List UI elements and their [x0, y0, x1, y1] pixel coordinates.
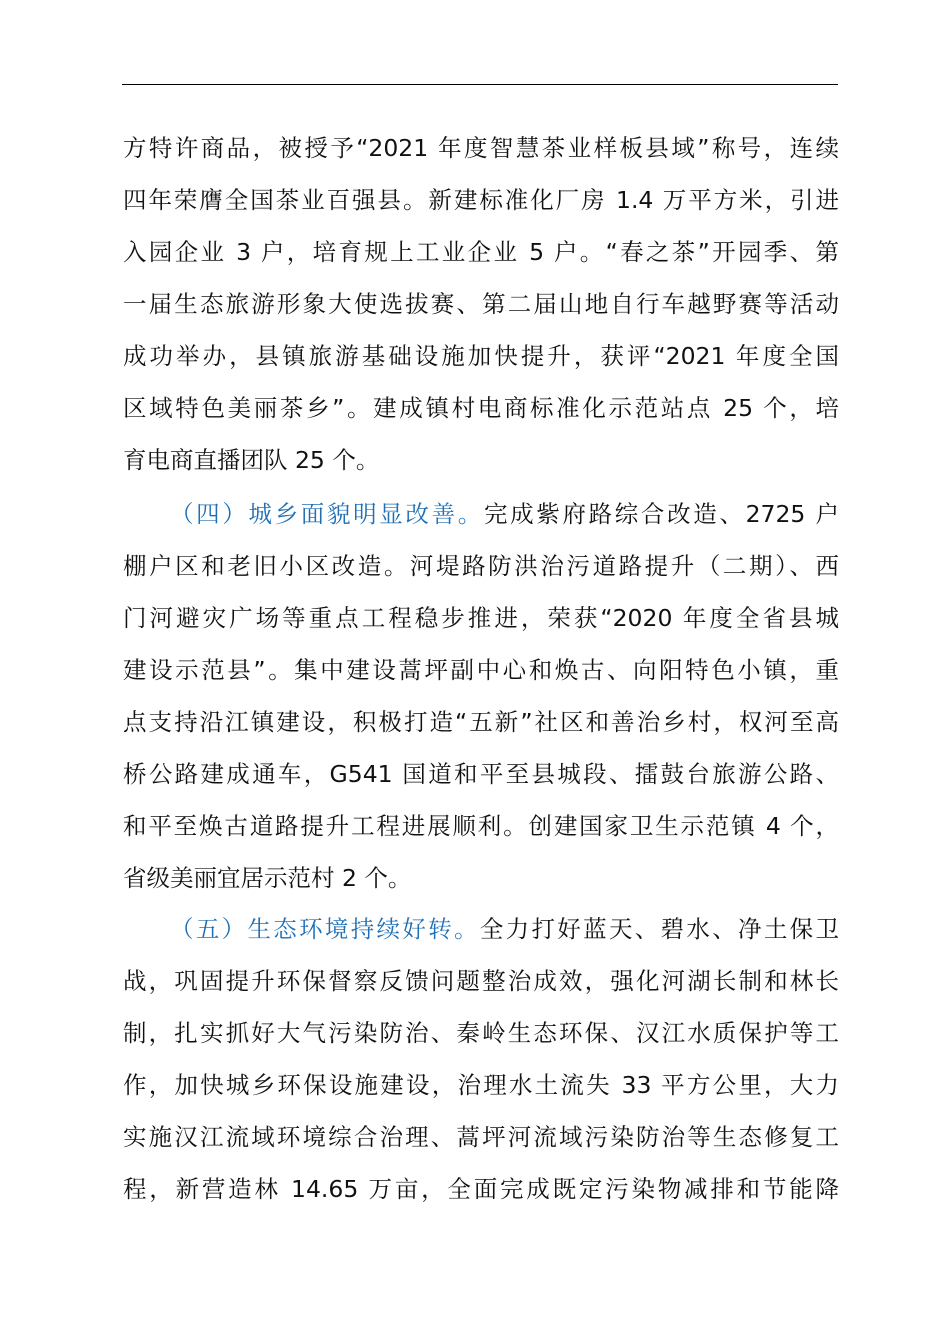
text-line: 省级美丽宜居示范村 2 个。	[123, 864, 412, 892]
text-run: 全力打好蓝天、碧水、净土保卫	[479, 915, 840, 943]
text-line: 棚户区和老旧小区改造。河堤路防洪治污道路提升（二期）、西	[123, 552, 839, 580]
text-line: 程，新营造林 14.65 万亩，全面完成既定污染物减排和节能降	[123, 1175, 839, 1203]
paragraph-tea-industry	[123, 122, 839, 486]
text-line: 门河避灾广场等重点工程稳步推进，荣获“2020 年度全省县城	[123, 604, 839, 632]
paragraph-ecology	[123, 903, 839, 1215]
text-line: 育电商直播团队 25 个。	[123, 446, 380, 474]
text-line: 建设示范县”。集中建设蒿坪副中心和焕古、向阳特色小镇，重	[123, 656, 839, 684]
text-line: 点支持沿江镇建设，积极打造“五新”社区和善治乡村，权河至高	[123, 708, 839, 736]
text-line: 区域特色美丽茶乡”。建成镇村电商标准化示范站点 25 个，培	[123, 394, 839, 422]
paragraph-first-line	[123, 488, 839, 540]
text-line: 四年荣膺全国茶业百强县。新建标准化厂房 1.4 万平方米，引进	[123, 186, 839, 214]
text-line: 一届生态旅游形象大使选拔赛、第二届山地自行车越野赛等活动	[123, 290, 839, 318]
text-line: 实施汉江流域环境综合治理、蒿坪河流域污染防治等生态修复工	[123, 1123, 839, 1151]
text-line: 作，加快城乡环保设施建设，治理水土流失 33 平方公里，大力	[123, 1071, 839, 1099]
text-run: 完成紫府路综合改造、2725 户	[483, 500, 840, 528]
section-heading: （四）城乡面貌明显改善。	[170, 500, 484, 528]
text-line: 桥公路建成通车，G541 国道和平至县城段、擂鼓台旅游公路、	[123, 760, 839, 788]
text-line: 制，扎实抓好大气污染防治、秦岭生态环保、汉江水质保护等工	[123, 1019, 839, 1047]
paragraph-first-line	[123, 903, 839, 955]
text-line: 和平至焕古道路提升工程进展顺利。创建国家卫生示范镇 4 个，	[123, 812, 839, 840]
text-line: 入园企业 3 户，培育规上工业企业 5 户。“春之茶”开园季、第	[123, 238, 839, 266]
text-line: 方特许商品，被授予“2021 年度智慧茶业样板县域”称号，连续	[123, 134, 839, 162]
text-line: 成功举办，县镇旅游基础设施加快提升，获评“2021 年度全国	[123, 342, 839, 370]
paragraph-urban-rural	[123, 488, 839, 904]
header-rule	[122, 84, 838, 85]
text-line: 战，巩固提升环保督察反馈问题整治成效，强化河湖长制和林长	[123, 967, 839, 995]
section-heading: （五）生态环境持续好转。	[170, 915, 480, 943]
